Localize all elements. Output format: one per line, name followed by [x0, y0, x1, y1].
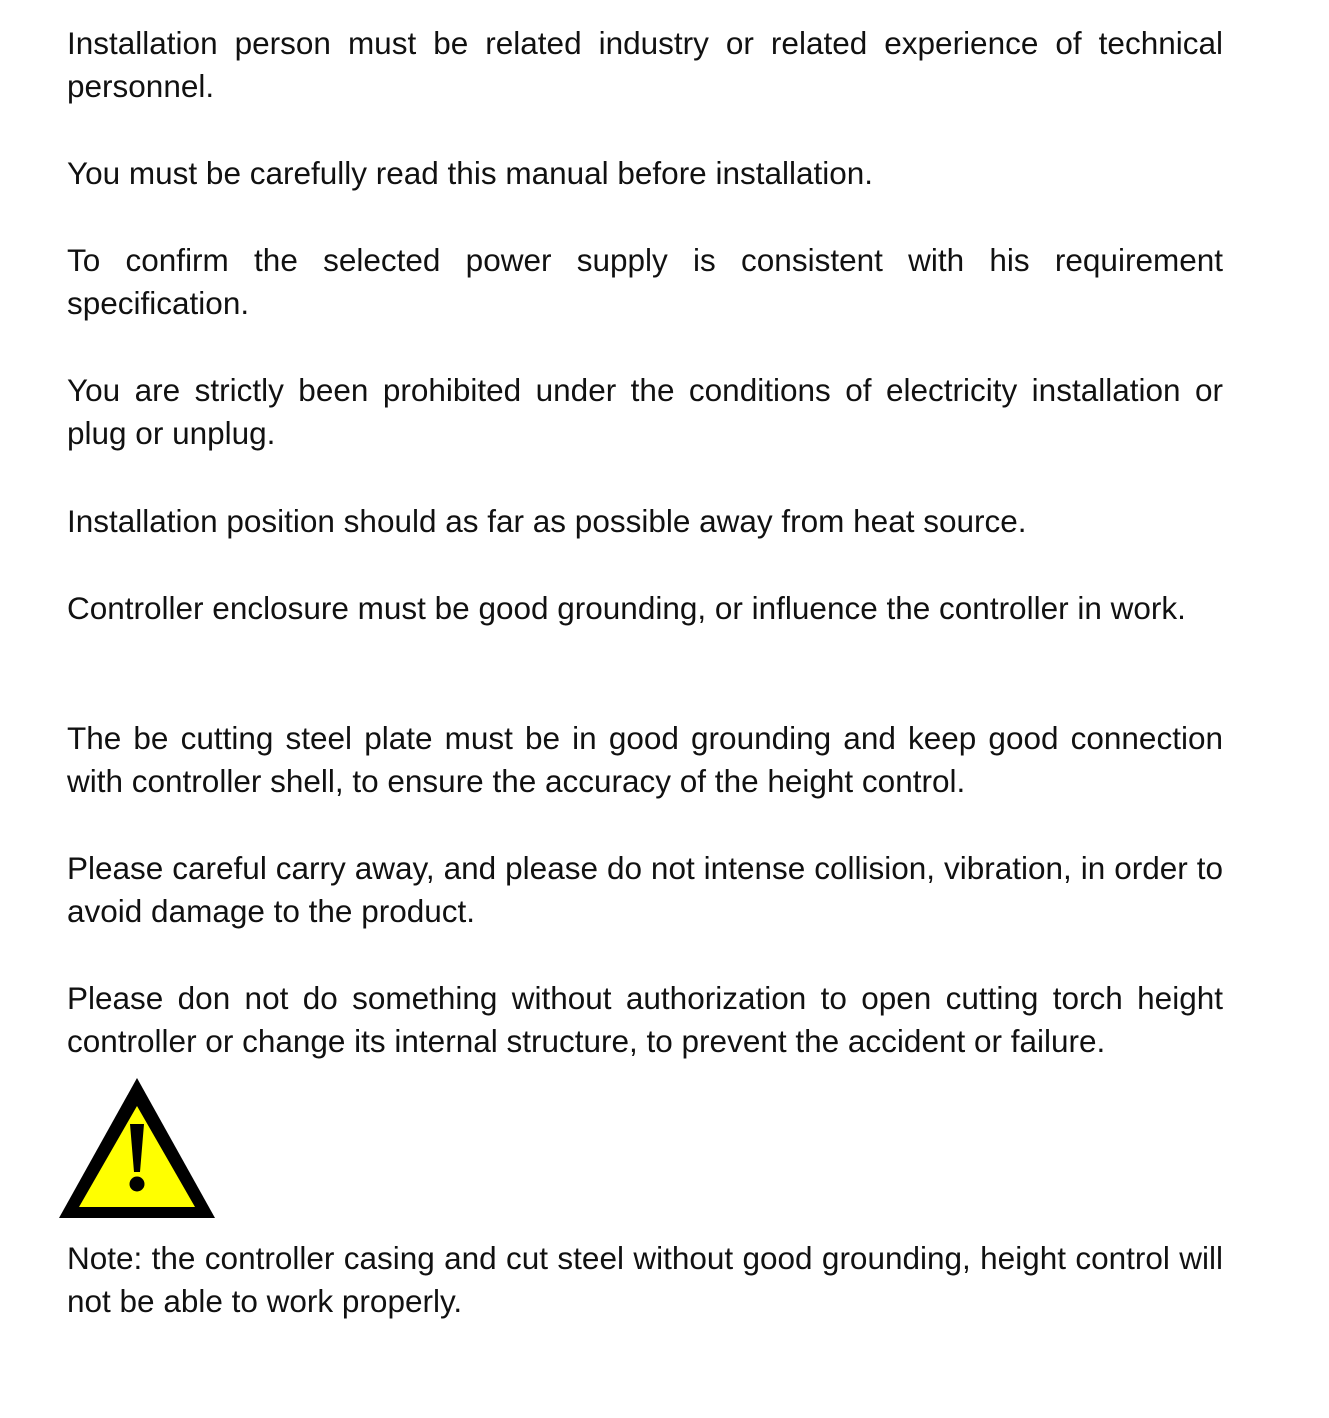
paragraph-heat-source: Installation position should as far as possible away from heat source.: [67, 503, 1027, 539]
paragraph-no-unauthorized-opening: Please don not do something without authorization to open cutting torch height controller or change its internal structure, to prevent the accident or failure.: [67, 980, 1223, 1059]
note-grounding: Note: the controller casing and cut steel without good grounding, height control will not be able to work properly.: [67, 1240, 1223, 1319]
paragraph-steel-plate-grounding: The be cutting steel plate must be in good grounding and keep good connection with controller shell, to ensure the accuracy of the height control.: [67, 720, 1223, 799]
warning-triangle-icon: [57, 1076, 217, 1220]
paragraph-enclosure-grounding: Controller enclosure must be good grounding, or influence the controller in work.: [67, 590, 1186, 626]
paragraph-installer-qualification: Installation person must be related industry or related experience of technical personnel.: [67, 25, 1223, 104]
paragraph-careful-handling: Please careful carry away, and please do not intense collision, vibration, in order to avoid damage to the product.: [67, 850, 1223, 929]
paragraph-read-manual: You must be carefully read this manual before installation.: [67, 155, 874, 191]
paragraph-power-supply: To confirm the selected power supply is consistent with his requirement specification.: [67, 242, 1223, 321]
paragraph-electricity-prohibition: You are strictly been prohibited under the conditions of electricity installation or plug or unplug.: [67, 372, 1223, 451]
